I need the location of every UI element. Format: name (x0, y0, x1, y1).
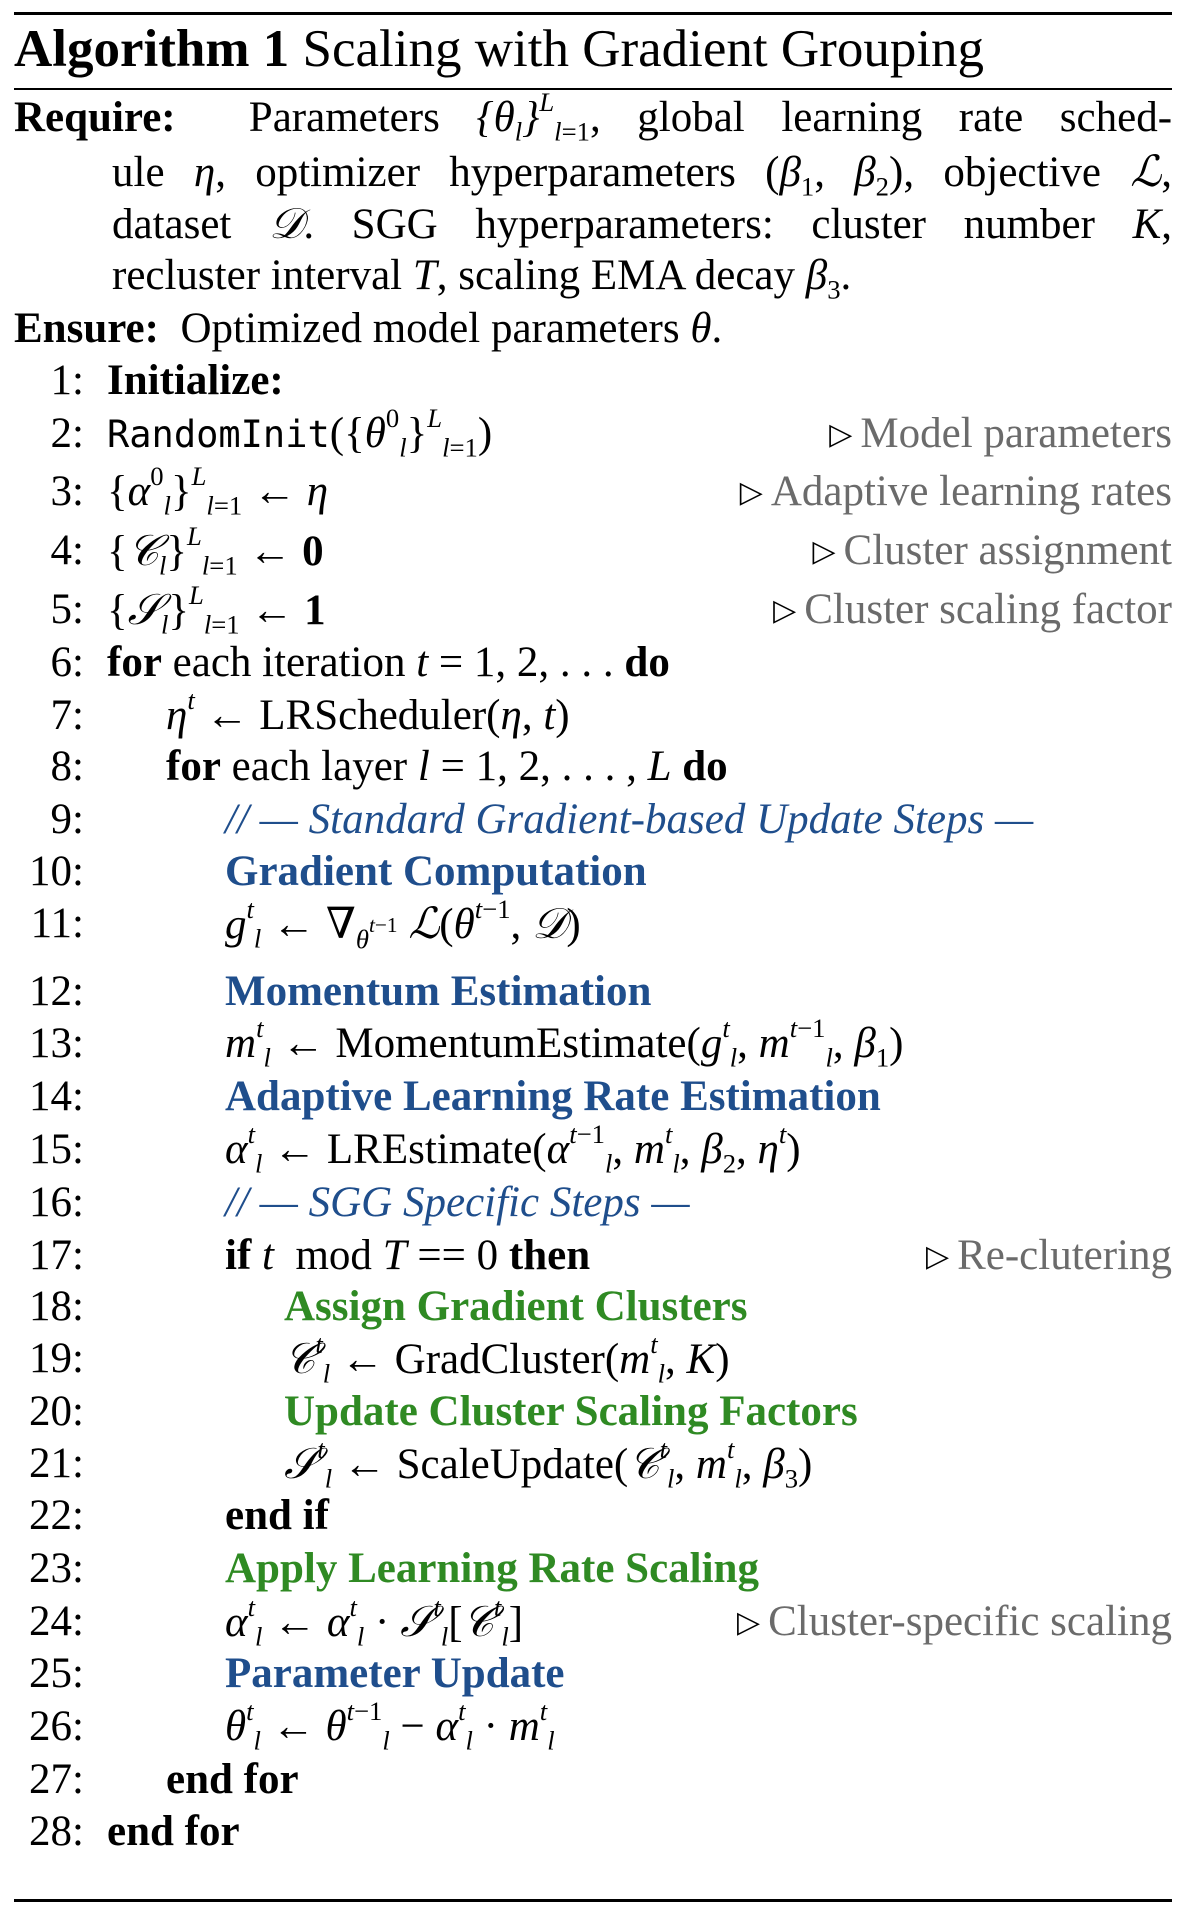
step-heading: Adaptive Learning Rate Estimation (225, 1073, 881, 1121)
comment-text: Cluster-specific scaling (768, 1597, 1172, 1645)
comment-text: Adaptive learning rates (770, 468, 1172, 516)
line-number: 18: (29, 1283, 84, 1331)
step-heading: Gradient Computation (225, 847, 647, 895)
algo-line-5 (14, 580, 1172, 640)
do-keyword: do (682, 743, 728, 791)
function-name: LRScheduler (259, 691, 487, 739)
ensure-text: Optimized model parameters (180, 305, 680, 353)
algo-line-9 (14, 794, 1172, 846)
function-name: GradCluster (394, 1335, 605, 1383)
end-for-keyword: end for (107, 1807, 240, 1855)
line-number: 4: (50, 527, 84, 575)
line-number: 28: (29, 1807, 84, 1855)
line-number: 13: (29, 1020, 84, 1068)
algorithm-name: Scaling with Gradient Grouping (302, 20, 985, 78)
line-number: 1: (50, 356, 84, 404)
algo-line-17 (14, 1230, 1172, 1282)
require-line-1: Require: Parameters $\{\theta_l\}^L_{l=1}$, global learning rate sched- (14, 87, 1173, 147)
algo-line-6 (14, 637, 1172, 689)
algo-line-2 (14, 402, 1172, 462)
algo-line-10 (14, 846, 1172, 898)
top-rule (14, 12, 1172, 15)
algo-line-4 (14, 521, 1172, 581)
line-number: 6: (50, 638, 84, 686)
line-number: 12: (29, 967, 84, 1015)
algo-line-7 (14, 684, 1172, 742)
line-number: 16: (29, 1178, 84, 1226)
initialize-keyword: Initialize: (107, 356, 284, 404)
line-body: for each layer l = 1, 2, . . . , L do (166, 743, 728, 791)
algorithm-block (14, 0, 1172, 1906)
step-heading: Parameter Update (225, 1650, 565, 1698)
require-keyword: Require: (14, 94, 176, 141)
step-heading: Apply Learning Rate Scaling (225, 1544, 759, 1592)
line-body: $m^t_l$ ← $MomentumEstimate(g^t_l$, $m^{t-1}_l$, $\beta_1$) (225, 1013, 904, 1073)
for-keyword: for (107, 638, 162, 686)
algo-line-22 (14, 1490, 1172, 1542)
algo-line-19 (14, 1328, 1172, 1389)
line-body: 𝒞$^t_l$ ← $GradCluster(m^t_l$, K) (284, 1328, 730, 1389)
title-rule (14, 88, 1172, 90)
mod-operator: mod (295, 1231, 372, 1279)
line-body: $RandomInit(\{\theta^0_l\}^L_{l=1})$ (107, 402, 493, 462)
line-body: {𝒞$_l$}$^L_{l=1}$ ← 0 (107, 521, 324, 581)
line-comment (773, 584, 1172, 637)
algo-line-25 (14, 1648, 1172, 1700)
comment-triangle-icon: ▷ (926, 1239, 950, 1273)
line-comment (740, 466, 1172, 519)
algo-line-11 (14, 894, 1172, 954)
end-for-keyword: end for (166, 1756, 299, 1803)
require-text: recluster interval (112, 252, 403, 300)
line-number: 3: (50, 468, 84, 516)
require-text: dataset (112, 200, 232, 248)
algo-line-16 (14, 1177, 1172, 1229)
line-text: each iteration (172, 638, 406, 686)
line-number: 5: (50, 586, 84, 633)
line-body: $\alpha^t_l$ ← $\alpha^t_l$ · 𝒮$^t_l$[𝒞$^t_l$] (225, 1591, 524, 1651)
line-number: 7: (50, 691, 84, 739)
function-name: MomentumEstimate (335, 1020, 687, 1068)
algo-line-20 (14, 1386, 1172, 1438)
line-body: $\theta^t_l$ ← $\theta^{t-1}_l - \alpha^t_l \cdot m^t_l$ (225, 1696, 555, 1756)
algo-line-3 (14, 461, 1172, 521)
algorithm-label: Algorithm 1 (14, 20, 290, 78)
line-number: 24: (29, 1597, 84, 1645)
algo-line-26 (14, 1696, 1172, 1756)
algorithm-title (14, 18, 984, 80)
comment-triangle-icon: ▷ (739, 476, 763, 510)
algo-line-21 (14, 1434, 1172, 1494)
algo-line-14 (14, 1071, 1172, 1123)
require-text: , objective (903, 149, 1101, 196)
line-number: 11: (30, 900, 84, 948)
then-keyword: then (508, 1231, 591, 1279)
section-comment: // — SGG Specific Steps — (225, 1178, 690, 1226)
line-comment (926, 1230, 1172, 1283)
line-body: $\eta^t$ ← LRScheduler(η, t) (166, 684, 570, 739)
comment-text: Re-clutering (957, 1231, 1172, 1279)
algo-line-13 (14, 1013, 1172, 1073)
line-body: if t mod T == 0 then (225, 1231, 591, 1279)
ensure-line: Ensure: Optimized model parameters θ. (14, 305, 723, 353)
line-body: $\{\alpha^0_l\}^L_{l=1}$ ← η (107, 461, 329, 521)
for-keyword: for (166, 743, 221, 791)
algo-line-28 (14, 1806, 1172, 1858)
comment-triangle-icon: ▷ (773, 594, 797, 627)
end-if-keyword: end if (225, 1492, 329, 1539)
algo-line-15 (14, 1119, 1172, 1179)
step-heading: Assign Gradient Clusters (284, 1283, 748, 1331)
line-number: 20: (29, 1387, 84, 1435)
algo-line-24 (14, 1591, 1172, 1651)
algo-line-23 (14, 1543, 1172, 1595)
require-text: . SGG hyperparameters: cluster number (303, 200, 1095, 248)
comment-triangle-icon: ▷ (812, 535, 836, 569)
algo-line-12 (14, 966, 1172, 1018)
line-comment (829, 408, 1172, 461)
line-number: 26: (29, 1703, 84, 1751)
line-number: 19: (29, 1334, 84, 1382)
do-keyword: do (624, 638, 670, 686)
if-keyword: if (225, 1231, 252, 1279)
algo-line-18 (14, 1281, 1172, 1333)
require-text: , scaling EMA decay (436, 252, 796, 300)
require-line-3: dataset 𝒟. SGG hyperparameters: cluster number K, (112, 198, 1173, 249)
section-comment: // — Standard Gradient-based Update Steps — (225, 796, 1034, 843)
comment-triangle-icon: ▷ (829, 417, 853, 451)
line-number: 15: (29, 1126, 84, 1173)
algo-line-27 (14, 1754, 1172, 1806)
line-number: 27: (29, 1756, 84, 1803)
line-body: 𝒮$^t_l$ ← ScaleUpdate(𝒞$^t_l$, $m^t_l$, $\beta_3$) (284, 1434, 813, 1494)
line-body: $g^t_l$ ← $\nabla_{\theta^{t-1}}$ $ℒ(\theta^{t-1}$, 𝒟) (225, 894, 581, 954)
require-text: , global learning rate sched- (589, 94, 1173, 141)
line-body: {𝒮$_l$}$^L_{l=1}$ ← 1 (107, 580, 326, 640)
function-name: LREstimate (326, 1126, 533, 1173)
function-name: RandomInit (107, 412, 330, 456)
line-number: 23: (29, 1544, 84, 1592)
comment-text: Cluster assignment (843, 527, 1172, 575)
bottom-rule (14, 1899, 1172, 1902)
line-comment (737, 1596, 1172, 1649)
require-line-2: ule η, optimizer hyperparameters ($\beta_1$, $\beta_2$), objective ℒ, (112, 147, 1173, 202)
step-heading: Momentum Estimation (225, 967, 652, 1015)
line-number: 21: (29, 1440, 84, 1488)
require-line-4: recluster interval T, scaling EMA decay $\beta_3$. (112, 252, 852, 305)
line-body: for each iteration t = 1, 2, . . . do (107, 638, 670, 686)
line-number: 25: (29, 1650, 84, 1698)
line-number: 8: (50, 743, 84, 791)
algo-line-1 (14, 355, 1172, 407)
require-text: Parameters (248, 94, 440, 141)
comment-text: Model parameters (860, 409, 1172, 457)
line-number: 9: (50, 796, 84, 843)
function-name: ScaleUpdate (396, 1441, 614, 1489)
require-text: , optimizer hyperparameters (215, 149, 736, 196)
line-number: 22: (29, 1492, 84, 1539)
line-number: 17: (29, 1231, 84, 1279)
line-text: each layer (231, 743, 408, 791)
ensure-keyword: Ensure: (14, 305, 159, 353)
comment-triangle-icon: ▷ (736, 1605, 761, 1639)
algo-line-8 (14, 741, 1172, 793)
line-number: 14: (29, 1073, 84, 1121)
step-heading: Update Cluster Scaling Factors (284, 1387, 858, 1435)
line-body: $\alpha^t_l$ ← $LREstimate(\alpha^{t-1}_l$, $m^t_l$, $\beta_2$, $\eta^t$) (225, 1119, 801, 1179)
line-number: 10: (29, 847, 84, 895)
line-number: 2: (50, 409, 84, 457)
comment-text: Cluster scaling factor (804, 586, 1172, 633)
require-text: ule (112, 149, 165, 196)
line-comment (812, 525, 1172, 578)
